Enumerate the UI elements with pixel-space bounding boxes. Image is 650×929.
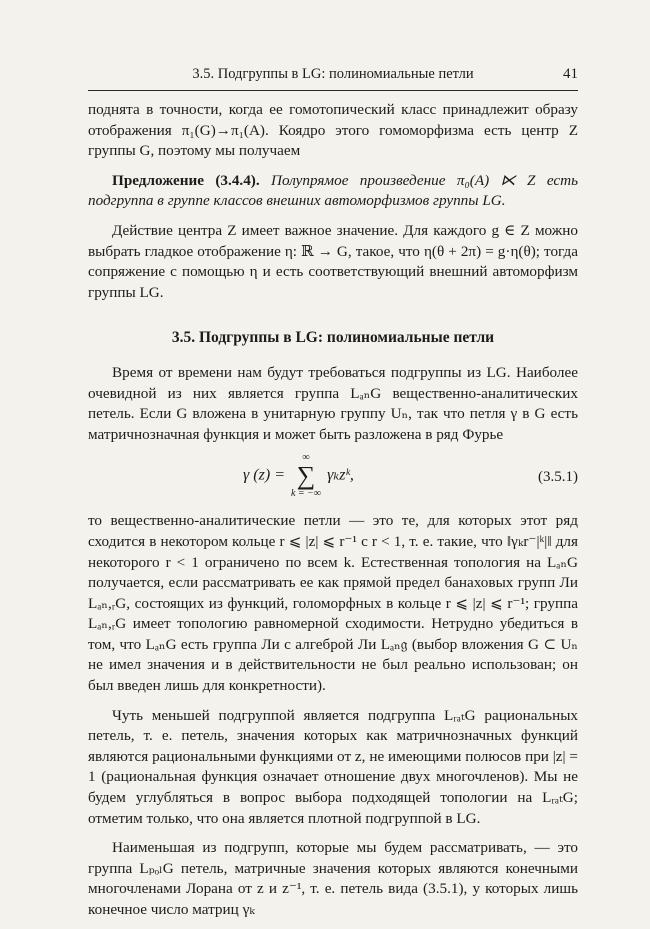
- equation-3-5-1: [88, 449, 578, 509]
- sum-lower-limit: k = −∞: [290, 488, 322, 500]
- paragraph-center-action: Действие центра Z имеет важное значение. Для каждого g ∈ Z можно выбрать гладкое отображение η: ℝ → G, такое, что η(θ + 2π) = g·η(θ); тогда сопряжение с помощью η и есть соответствующий внешний автоморфизм группы LG.: [88, 221, 578, 301]
- proposition: [88, 171, 578, 212]
- sum-upper-limit: ∞: [302, 452, 310, 464]
- paragraph-analytic-loops: то вещественно-аналитические петли — это те, для которых этот ряд сходится в некотором кольце r ⩽ |z| ⩽ r⁻¹ с r < 1, т. е. такие, что ‖γₖr⁻|ᵏ|‖ для некоторого r < 1 ограничено по всем k. Естественная топология на LₐₙG получается, если рассматривать ее как прямой предел банаховых групп Ли Lₐₙ,ᵣG, состоящих из функций, голоморфных в кольце r ⩽ |z| ⩽ r⁻¹; группа Lₐₙ,ᵣG имеет топологию равномерной сходимости. Нетрудно убедиться в том, что LₐₙG есть группа Ли с алгеброй Ли Lₐₙ𝔤 (выбор вложения G ⊂ Uₙ не имел значения и в действительности не был реально использован; он был введен лишь для конкретности).: [88, 512, 578, 695]
- paragraph-rational-loops: Чуть меньшей подгруппой является подгруппа LᵣₐₜG рациональных петель, т. е. петель, значения которых как матричнозначных функций являются рациональными функциями от z, не имеющими полюсов при |z| = 1 (рациональная функция означает отношение двух многочленов). Мы не будем углубляться в вопрос выбора подходящей топологии на LᵣₐₜG; отметим только, что она является плотной подгруппой в LG.: [88, 706, 578, 827]
- running-title: 3.5. Подгруппы в LG: полиномиальные петли: [192, 66, 474, 82]
- equation-number: (3.5.1): [538, 469, 578, 486]
- page-number: 41: [563, 66, 578, 82]
- paragraph-continuation: поднята в точности, когда ее гомотопический класс принадлежит образу отображения π₁(G)→π₁(A). Коядро этого гомоморфизма есть центр Z группы G, поэтому мы получаем: [88, 101, 578, 160]
- equation-rhs: γₖzᵏ,: [327, 466, 354, 484]
- paragraph-polynomial-loops: Наименьшая из подгрупп, которые мы будем рассматривать, — это группа LₚₒₗG петель, матричные значения которых являются конечными многочленами Лорана от z и z⁻¹, т. е. петель вида (3.5.1), у которых лишь конечное число матриц γₖ: [88, 839, 578, 918]
- page-body: [88, 100, 578, 921]
- proposition-statement: Полупрямое произведение π₀(A) ⋉ Z есть подгруппа в группе классов внешних автоморфизмов группы LG.: [88, 171, 578, 210]
- sum-sign: ∑: [296, 461, 316, 491]
- header-rule: [88, 90, 578, 91]
- equation-body: [243, 453, 354, 499]
- equation-lhs: γ (z) =: [243, 466, 289, 484]
- sum-operator: [291, 453, 321, 499]
- section-title: 3.5. Подгруппы в LG: полиномиальные петли: [171, 329, 495, 347]
- paragraph-subgroups-intro: Время от времени нам будут требоваться подгруппы из LG. Наиболее очевидной из них является группа LₐₙG вещественно-аналитических петель. Если G вложена в унитарную группу Uₙ, так что петля γ в G есть матричнозначная функция и может быть разложена в ряд Фурье: [88, 363, 578, 443]
- proposition-title: Предложение (3.4.4).: [112, 171, 260, 189]
